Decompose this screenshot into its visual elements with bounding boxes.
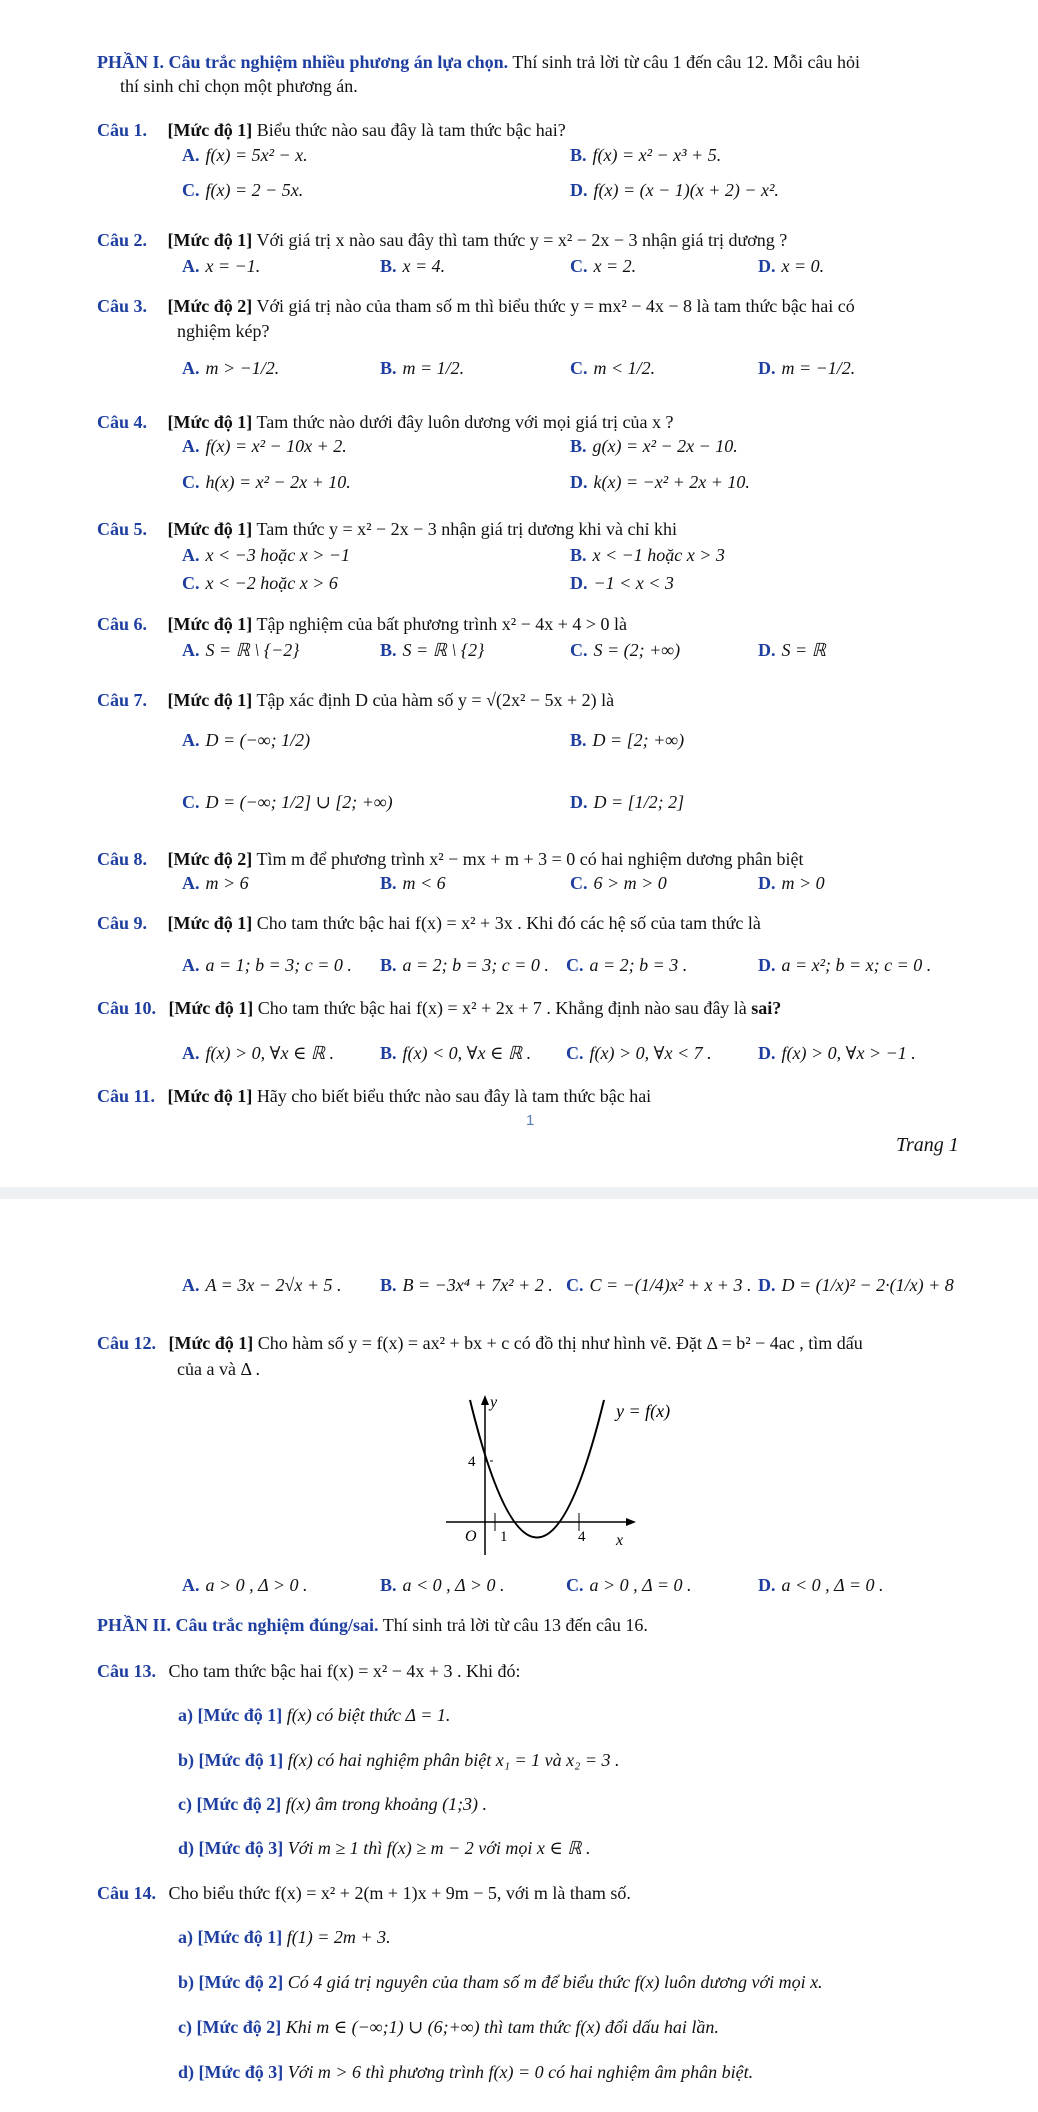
option-b[interactable]: B. m < 6 [380,873,446,893]
question-12: Câu 12. [Mức độ 1] Cho hàm số y = f(x) = ax² + bx + c có đồ thị như hình vẽ. Đặt Δ = b² − 4ac , tìm dấu [97,1333,863,1353]
parabola-graph [440,1395,700,1561]
option-c[interactable]: C. f(x) = 2 − 5x. [182,180,304,200]
page-footer: Trang 1 [896,1134,959,1156]
option-a[interactable]: A. a > 0 , Δ > 0 . [182,1575,308,1595]
option-a[interactable]: A. f(x) = 5x² − x. [182,145,308,165]
option-d[interactable]: D. D = (1/x)² − 2·(1/x) + 8 [758,1275,954,1295]
option-d[interactable]: D. −1 < x < 3 [570,573,674,593]
option-c[interactable]: C. x = 2. [570,256,637,276]
x-tick-label-1: 1 [500,1529,508,1545]
question-7: Câu 7. [Mức độ 1] Tập xác định D của hàm số y = √(2x² − 5x + 2) là [97,690,615,710]
option-d[interactable]: D. f(x) > 0, ∀x > −1 . [758,1043,916,1063]
y-label: y [490,1395,498,1411]
part2-intro: Thí sinh trả lời từ câu 13 đến câu 16. [382,1615,648,1635]
statement-a[interactable]: a) [Mức độ 1] f(1) = 2m + 3. [178,1927,391,1947]
question-3-text-2: nghiệm kép? [177,321,270,341]
question-9: Câu 9. [Mức độ 1] Cho tam thức bậc hai f(x) = x² + 3x . Khi đó các hệ số của tam thức là [97,913,761,933]
question-10: Câu 10. [Mức độ 1] Cho tam thức bậc hai f(x) = x² + 2x + 7 . Khẳng định nào sau đây là sai? [97,998,782,1018]
option-d[interactable]: D. D = [1/2; 2] [570,792,685,812]
option-c[interactable]: C. C = −(1/4)x² + x + 3 . [566,1275,752,1295]
part1-intro: Thí sinh trả lời từ câu 1 đến câu 12. Mỗi câu hỏi [512,52,861,72]
option-b[interactable]: B. f(x) < 0, ∀x ∈ ℝ . [380,1043,532,1063]
option-a[interactable]: A. a = 1; b = 3; c = 0 . [182,955,352,975]
option-a[interactable]: A. f(x) > 0, ∀x ∈ ℝ . [182,1043,335,1063]
parabola-curve [470,1400,604,1538]
statement-c[interactable]: c) [Mức độ 2] f(x) âm trong khoảng (1;3) . [178,1794,488,1814]
x-label: x [616,1532,624,1549]
statement-b[interactable]: b) [Mức độ 1] f(x) có hai nghiệm phân biệt x₁ = 1 và x₂ = 3 . [178,1750,620,1770]
option-c[interactable]: C. D = (−∞; 1/2] ∪ [2; +∞) [182,792,393,812]
question-8: Câu 8. [Mức độ 2] Tìm m để phương trình x² − mx + m + 3 = 0 có hai nghiệm dương phân biệt [97,849,804,869]
question-13: Câu 13. Cho tam thức bậc hai f(x) = x² − 4x + 3 . Khi đó: [97,1661,521,1681]
question-14: Câu 14. Cho biểu thức f(x) = x² + 2(m + 1)x + 9m − 5, với m là tham số. [97,1883,631,1903]
option-d[interactable]: D. a = x²; b = x; c = 0 . [758,955,932,975]
x-axis-arrow [626,1518,636,1526]
x-tick-label-4: 4 [578,1529,586,1545]
question-5: Câu 5. [Mức độ 1] Tam thức y = x² − 2x − 3 nhận giá trị dương khi và chỉ khi [97,519,678,539]
option-b[interactable]: B. x < −1 hoặc x > 3 [570,545,725,565]
option-c[interactable]: C. 6 > m > 0 [570,873,667,893]
part2-header [97,1615,648,1636]
origin-label: O [465,1528,477,1545]
part1-title: PHẦN I. Câu trắc nghiệm nhiều phương án lựa chọn. [97,52,509,72]
page-separator [0,1187,1038,1199]
question-12-text-2: của a và Δ . [177,1359,261,1379]
part2-title: PHẦN II. Câu trắc nghiệm đúng/sai. [97,1615,379,1635]
question-2: Câu 2. [Mức độ 1] Với giá trị x nào sau đây thì tam thức y = x² − 2x − 3 nhận giá trị dương ? [97,230,788,250]
statement-d[interactable]: d) [Mức độ 3] Với m ≥ 1 thì f(x) ≥ m − 2 với mọi x ∈ ℝ . [178,1838,591,1858]
part1-header [97,52,860,73]
y-axis-arrow [481,1395,489,1405]
option-a[interactable]: A. f(x) = x² − 10x + 2. [182,436,347,456]
option-d[interactable]: D. k(x) = −x² + 2x + 10. [570,472,750,492]
option-c[interactable]: C. f(x) > 0, ∀x < 7 . [566,1043,712,1063]
option-b[interactable]: B. B = −3x⁴ + 7x² + 2 . [380,1275,553,1295]
option-b[interactable]: B. a = 2; b = 3; c = 0 . [380,955,549,975]
option-d[interactable]: D. m = −1/2. [758,358,856,378]
question-11: Câu 11. [Mức độ 1] Hãy cho biết biểu thức nào sau đây là tam thức bậc hai [97,1086,652,1106]
option-d[interactable]: D. x = 0. [758,256,825,276]
statement-d[interactable]: d) [Mức độ 3] Với m > 6 thì phương trình f(x) = 0 có hai nghiệm âm phân biệt. [178,2062,754,2082]
question-text: Biểu thức nào sau đây là tam thức bậc hai? [256,120,566,140]
option-b[interactable]: B. D = [2; +∞) [570,730,685,750]
statement-c[interactable]: c) [Mức độ 2] Khi m ∈ (−∞;1) ∪ (6;+∞) thì tam thức f(x) đổi dấu hai lần. [178,2017,719,2037]
page-2 [0,1199,1038,2112]
option-a[interactable]: A. A = 3x − 2√x + 5 . [182,1275,342,1295]
option-b[interactable]: B. g(x) = x² − 2x − 10. [570,436,738,456]
option-c[interactable]: C. a > 0 , Δ = 0 . [566,1575,692,1595]
option-a[interactable]: A. m > −1/2. [182,358,280,378]
question-1 [97,120,566,141]
question-3: Câu 3. [Mức độ 2] Với giá trị nào của tham số m thì biểu thức y = mx² − 4x − 8 là tam thức bậc hai có [97,296,855,316]
part1-intro-2: thí sinh chỉ chọn một phương án. [120,76,358,96]
question-level: [Mức độ 1] [167,120,253,140]
option-d[interactable]: D. S = ℝ [758,640,826,660]
option-b[interactable]: B. a < 0 , Δ > 0 . [380,1575,505,1595]
option-c[interactable]: C. h(x) = x² − 2x + 10. [182,472,351,492]
statement-a[interactable]: a) [Mức độ 1] f(x) có biệt thức Δ = 1. [178,1705,451,1725]
option-d[interactable]: D. a < 0 , Δ = 0 . [758,1575,884,1595]
option-a[interactable]: A. x < −3 hoặc x > −1 [182,545,351,565]
question-label: Câu 1. [97,120,148,140]
question-6: Câu 6. [Mức độ 1] Tập nghiệm của bất phương trình x² − 4x + 4 > 0 là [97,614,628,634]
option-a[interactable]: A. x = −1. [182,256,261,276]
option-d[interactable]: D. f(x) = (x − 1)(x + 2) − x². [570,180,779,200]
option-d[interactable]: D. m > 0 [758,873,825,893]
option-b[interactable]: B. x = 4. [380,256,446,276]
option-c[interactable]: C. m < 1/2. [570,358,656,378]
page-number: 1 [526,1112,535,1129]
question-4: Câu 4. [Mức độ 1] Tam thức nào dưới đây luôn dương với mọi giá trị của x ? [97,412,674,432]
option-b[interactable]: B. f(x) = x² − x³ + 5. [570,145,722,165]
option-a[interactable]: A. S = ℝ \ {−2} [182,640,300,660]
option-a[interactable]: A. m > 6 [182,873,249,893]
option-a[interactable]: A. D = (−∞; 1/2) [182,730,311,750]
curve-label: y = f(x) [616,1401,671,1421]
option-b[interactable]: B. S = ℝ \ {2} [380,640,485,660]
option-c[interactable]: C. S = (2; +∞) [570,640,681,660]
y-tick-label: 4 [468,1454,476,1470]
option-c[interactable]: C. x < −2 hoặc x > 6 [182,573,338,593]
statement-b[interactable]: b) [Mức độ 2] Có 4 giá trị nguyên của tham số m để biểu thức f(x) luôn dương với mọi x. [178,1972,823,1992]
option-b[interactable]: B. m = 1/2. [380,358,465,378]
option-c[interactable]: C. a = 2; b = 3 . [566,955,688,975]
